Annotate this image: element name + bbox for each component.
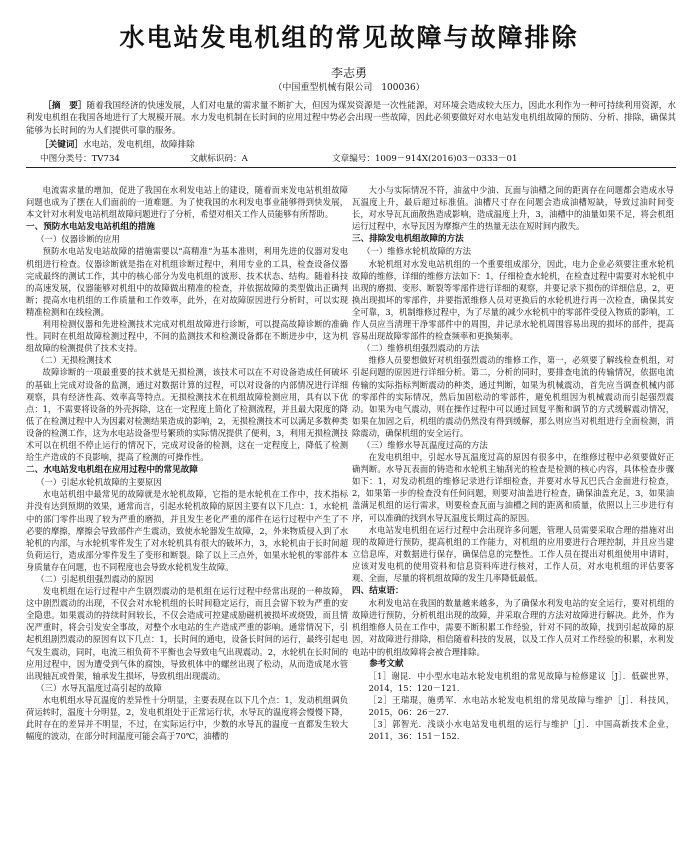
reference-item: ［2］王瑞琨，施勇军．水电站水轮发电机组的常见故障与维护［J］．科技风，2015，06：26－27．: [368, 694, 674, 718]
paragraph: 水电机组水导瓦温度的差异性十分明显，主要表现在以下几个点：1，发动机组调负荷运转时，温度十分明显，2，发电机组处于正常运行状，水导瓦的温度将会慢慢下降，此时存在的差异并不明显，不过，在实际运行中，少数的水导瓦的温度一直都发生较大幅度的波动，在部分时间温度可能会高于70℃，油槽的: [26, 694, 348, 742]
subsection-heading: （一）维修水轮机故障的方法: [362, 246, 471, 257]
paragraph: 水利发电站在我国的数量越来越多，为了确保水利发电站的安全运行，要对机组的故障进行预防，分析机组出现的故障，并采取合理的方法对故障进行解决。此外，作为机组维修人员在工作中，需要不断积累工作经验，针对不同的故障，找到引起故障的原因，对故障进行排除，相信随着科技的发展，以及工作人员对工作经验的积累，水利发电站中的机组故障将会被合理排除。: [352, 598, 674, 657]
header-divider: [26, 167, 676, 168]
author-affiliation: （中国重型机械有限公司 100036）: [273, 83, 425, 93]
subsection-heading: （二）无损检测技术: [36, 355, 112, 366]
abstract-text: 随着我国经济的快速发展，人们对电量的需求量不断扩大，但因为煤炭资源是一次性能源，对环境会造成较大压力，因此水利作为一种可持续利用资源，水利发电机组在我国各地进行了大规模开展。水力发电机制在长时间的应用过程中势必会出现一些故障，因此必须要做好对水电站发电机组故障的预防、分析、排除，确保其能够为长时间的为人们提供可靠的服务。: [26, 101, 676, 136]
paper-title: 水电站发电机组的常见故障与故障排除: [119, 23, 579, 52]
reference-item: ［3］郭智光．浅谈小水电站发电机组的运行与维护［J］．中国高新技术企业，2011，36：151－152．: [368, 719, 674, 742]
keywords-text: 水电站，发电机组，故障排除: [82, 140, 195, 150]
doc-code: 文献标识码：A: [190, 154, 248, 164]
paragraph: 水轮机组对水发电站机组的一个重要组成部分，因此，电力企业必须要注重水轮机故障的维修，详细的维修方法如下：1，仔细检查水轮机，在检查过程中需要对水轮机中出现的磨损、变形、断裂等零部件进行详细的观察，并要记录下损伤的详细信息，2，更换出现损坏的零部件，并要指派维修人员对更换后的水轮机进行再一次检查，确保其安全可靠，3，机制维修过程中，为了尽量的减少水轮机中的零部件受侵入物质的影响，工作人员应当清理干净零部件中的周围，并记录水轮机周围容易出现的损坏的部件，提高容易出现故障零部件的检查频率和更换频率。: [352, 258, 674, 342]
subsection-heading: （一）引起水轮机故障的主要原因: [36, 477, 162, 488]
section-heading: 二、水电站发电机组在应用过程中的常见故障: [26, 465, 198, 476]
paragraph: 大小与实际情况不符，油盆中少油、瓦面与油槽之间的距离存在问题都会造成水导瓦温度上升，最后超过标准值。油槽尺寸存在问题会造成油槽短缺，导致过油时间变长，对水导瓦瓦面散热造成影响，造成温度上升，3，油槽中的油量如果不足，将会机组运行过程中，水导瓦因为摩擦产生的热量无法在短时间内散失。: [352, 185, 674, 232]
keywords: [40, 138, 195, 150]
author-name: 李志勇: [330, 66, 367, 80]
article-number: 文章编号：1009－914X(2016)03－0333－01: [332, 154, 518, 164]
subsection-heading: （三）维修水导瓦温度过高的方法: [362, 439, 488, 450]
keywords-label: ［关键词］: [40, 140, 83, 150]
right-column: [352, 184, 674, 742]
paragraph: 水电站发电机组在运行过程中会出现许多问题，管理人员需要采取合理的措施对出现的故障进行预防，提高机组的工作能力，对机组的应用要进行合理控制，并且应当建立信息库，对数据进行保存，确保信息的完整性。工作人员在提出对机组使用申请时，应该对发电机的使用资料和信息资料库进行核对，工作人员，对水电机组的评估要客观、全面，尽量的将机组故障的发生几率降低最低。: [352, 524, 674, 583]
subsection-heading: （二）引起机组强烈震动的原因: [36, 574, 154, 584]
subsection-heading: （二）维修机组强烈震动的方法: [362, 343, 480, 354]
left-column: [26, 184, 348, 742]
abstract-label: ［摘 要］: [43, 101, 87, 111]
paragraph: 在发电机组中，引起水导瓦温度过高的原因有很多中，在维修过程中必须要做好正确判断。水导瓦表面的铸造和水轮机主轴刮光的检查是检测的核心内容，具体检查步骤如下：1，对发动机组的维修记录进行详细检查，并要对水导瓦巴氏合金面进行检查，2，如果第一步的检查没有任何问题，则要对油盖进行检查，确保油盖充足，3，如果油盖满足机组的运行需求，则要检查瓦面与油槽之间的距离和质量，依照以上三步进行有序，可以准确的找到水导瓦温度长期过高的原因。: [352, 452, 674, 523]
class-number: 中图分类号：TV734: [40, 154, 120, 164]
references-heading: 参考文献: [369, 658, 404, 669]
subsection-heading: （三）水导瓦温度过高引起的故障: [36, 682, 162, 693]
abstract: [26, 100, 676, 137]
subsection-heading: （一）仪器诊断的应用: [36, 234, 120, 245]
section-heading: 四、结束语：: [352, 586, 404, 597]
section-heading: 三、排除发电机组故障的方法: [352, 234, 464, 245]
paragraph: 预防水电站发电站故障的措施需要以“高精准”为基本准则，利用先进的仪器对发电机组进行检查。仪器诊断就是指在对机组诊断过程中，利用专业的工具，检查设备仪器完成最终的测试工作，其中的核心部分为发电机组的波形、技术状态、结构。随着科技的高速发展，仪器能够对机组中的故障做出精准的检查，并依据故障的类型做出正确判断；提高水电机组的工作质量和工作效率，此外，在对故障原因进行分析时，可以实现精准检测和在线检测。: [26, 246, 348, 317]
paragraph: 水电站机组中最常见的故障就是水轮机故障，它指的是水轮机在工作中，技术指标并没有达到预期的效果，通常而言，引起水轮机故障的原因主要有以下几点：1，水轮机中的部门零件出现了较为严重的磨损，并且发生老化严重的部件在运行过程中产生了不必要的摩擦，摩擦会导致部件产生震动，致使水轮器发生故障，2，外来物质侵入到了水轮机的内部，与水轮机零件发生了对水轮机具有很大的破坏力，3，水轮机由于长时间超负荷运行，造成部分零件发生了变形和断裂。除了以上三点外，如果水轮机的零部件本身质量存在问题，也不同程度也会导致水轮机发生故障。: [26, 489, 348, 572]
paragraph: 电流需求量的增加，促进了我国在水利发电站上的建设，随着而来发电站机组故障问题也成为了摆在人们面前的一道难题。为了使我国的水利发电事业能够得到快发展，本文针对水利发电站机组故障问题进行了分析，希望对相关工作人员能够有所帮助。: [26, 185, 348, 220]
paragraph: 发电机组在运行过程中产生剧烈震动的是机组在运行过程中经常出现的一种故障，这中剧烈震动的出现，不仅会对水轮机组的长时间稳定运行，而且会留下较为严重的安全隐患。如果震动的持续时间较长，不仅会造成可控建成励磁机被损坏或烧毁，而且情况严重时，将会引发安全事故，对整个水电站的生产造成严重的影响。通常情况下，引起机组剧烈震动的原因有以下几点：1，长时间的通电，设备长时间的运行，最终引起电气发生震动，同时，电流三相负荷不平衡也会导致电气出现震动。2，水轮机在长时间的应用过程中，因为遭受到气体的腐蚀，导致机体中的螺丝出现了松动，从而造成尾水管出现轴瓦或骨架，轴承发生损坏，导致机组出现震动。: [26, 586, 348, 681]
paragraph: 利用检测仪器和先进检测技术完成对机组故障进行诊断，可以提高故障诊断的准确性。同时在机组故障检测过程中，不间的监测技术和检测设备都在不断进步中，这为机组故障的检测提供了技术支持。: [26, 319, 348, 354]
paragraph: 故障诊断的一项最重要的技术就是无损检测，该技术可以在不对设备造成任何破坏的基础上完成对设备的监测，通过对数据计算的过程，可以对设备的内部情况进行详细观察，具有经济性高、效率高等特点。无损检测技术在机组故障检测应用，具有以下优点：1，不需要将设备的外壳拆除，这在一定程度上简化了检测流程，并且最大限度的降低了在检测过程中人为因素对检测结果造成的影响，2，无损检测技术可以满足多数种类设备的检测工作，这为水电站设备型号繁琐的实际情况提供了便利，3，利用无损检测技术可以在机组不停止运行的情况下，完成对设备的检测，这在一定程度上，降低了检测给生产造成的不良影响，提高了检测的可操作性。: [26, 367, 348, 463]
section-heading: 一、预防水电站发电站机组的措施: [26, 222, 155, 233]
paragraph: 维修人员要想做好对机组强烈震动的维修工作，第一，必须要了解线检查机组，对引起问题的原因进行详细分析。第二，分析的同时，要排查电流的传输情况，依据电流传输的实际指标判断震动的种类，通过判断，如果为机械震动，首先应当调查机械内部的零部件的实际情况，然后加固松动的零部件，避免机组因为机械震动而引起强烈震动。如果为电气震动，则在操作过程中可以通过回复平衡和调节的方式缓解震动情况，如果在加固之后，机组的震动仍然没有得到缓解，那么则应当对机组进行全面检测，消除震动，确保机组的安全运行。: [352, 355, 674, 438]
reference-item: ［1］谢昆．中小型水电站水轮发电机组的常见故障与检修建议［J］．低碳世界，2014，15：120－121．: [368, 670, 674, 693]
